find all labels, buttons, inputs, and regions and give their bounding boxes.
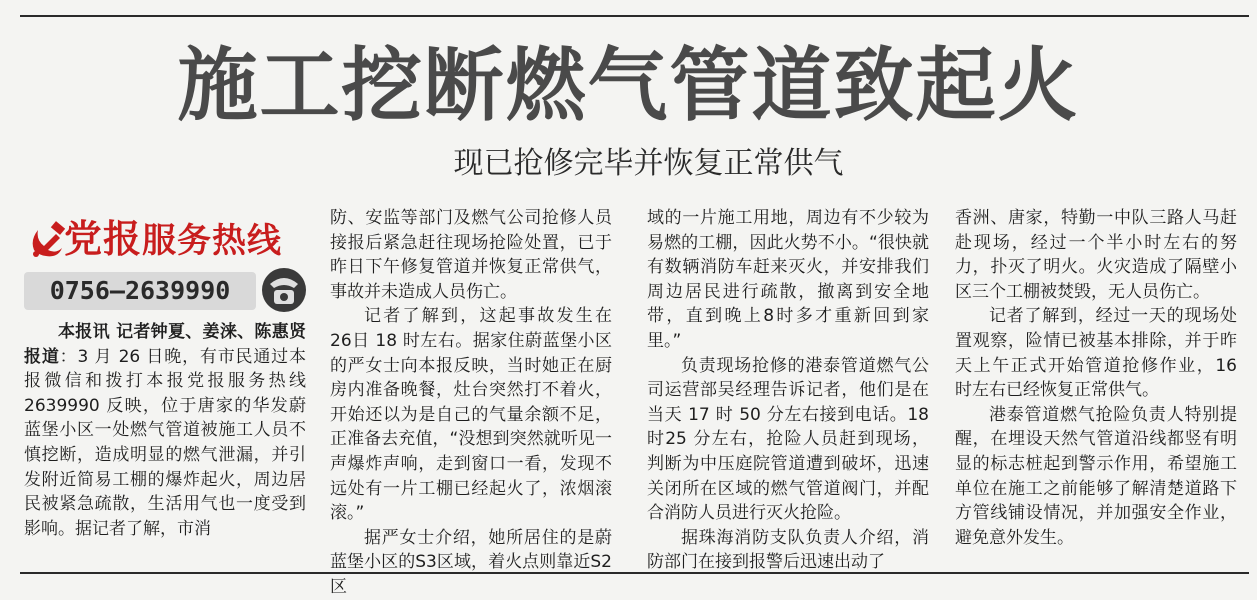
telephone-icon xyxy=(260,264,308,314)
article-paragraph-1: ：3 月 26 日晚，有市民通过本报微信和拨打本报党报服务热线2639990 反映，位于唐家的华发蔚蓝堡小区一处燃气管道被施工人员不慎挖断，造成明显的燃气泄漏，并引发附近简易工棚的爆炸起火，周边居民被紧急疏散，生活用气也一度受到影响。据记者了解，市消 xyxy=(24,346,306,539)
article-column-3 xyxy=(647,206,929,575)
party-emblem-icon xyxy=(26,220,68,262)
top-rule xyxy=(20,15,1249,17)
subheadline: 现已抢修完毕并恢复正常供气 xyxy=(453,146,844,181)
article-column-1 xyxy=(24,206,306,541)
article-paragraph-3: 据严女士介绍，她所居住的是蔚蓝堡小区的S3区域，着火点则靠近S2区 xyxy=(330,527,612,597)
article-paragraph-2: 记者了解到，这起事故发生在 26日 18 时左右。据家住蔚蓝堡小区的严女士向本报反映，当时她正在厨房内准备晚餐，灶台突然打不着火，开始还以为是自己的气量余额不足，正准备去充值，“没想到突然就听见一声爆炸声响，走到窗口一看，发现不远处有一片工棚已经起火了，浓烟滚滚。” xyxy=(330,306,612,524)
article-paragraph-3-continued: 域的一片施工用地，周边有不少较为易燃的工棚，因此火势不小。“很快就有数辆消防车赶来灭火，并安排我们周边居民进行疏散，撤离到安全地带，直到晚上8时多才重新回到家里。” xyxy=(647,208,929,351)
bottom-rule xyxy=(20,572,1249,574)
article-paragraph-1-continued: 防、安监等部门及燃气公司抢修人员接报后紧急赶往现场抢险处置，已于昨日下午修复管道并恢复正常供气，事故并未造成人员伤亡。 xyxy=(330,208,612,302)
article-paragraph-5: 据珠海消防支队负责人介绍，消防部门在接到报警后迅速出动了 xyxy=(647,527,929,573)
headline: 施工挖断燃气管道致起火 xyxy=(177,39,1080,132)
article-byline: 本报讯 记者钟夏、姜涞、陈惠贤报道 xyxy=(24,322,306,367)
article-column-2 xyxy=(330,206,612,600)
article-paragraph-5-continued: 香洲、唐家，特勤一中队三路人马赶赴现场，经过一个半小时左右的努力，扑灭了明火。火灾造成了隔壁小区三个工棚被焚毁，无人员伤亡。 xyxy=(955,208,1237,302)
article-paragraph-6: 记者了解到，经过一天的现场处置观察，险情已被基本排除，并于昨天上午正式开始管道抢修作业，16 时左右已经恢复正常供气。 xyxy=(955,306,1237,401)
hotline-logo xyxy=(24,206,306,320)
article-paragraph-4: 负责现场抢修的港泰管道燃气公司运营部吴经理告诉记者，他们是在当天 17 时 50 分左右接到电话。18时25 分左右，抢险人员赶到现场，判断为中压庭院管道遭到破坏，迅速关闭所在区域的燃气管道阀门，并配合消防人员进行灭火抢险。 xyxy=(647,355,929,524)
hotline-phone: 0756—2639990 xyxy=(24,272,256,310)
article-column-4 xyxy=(955,206,1237,550)
article-paragraph-7: 港泰管道燃气抢险负责人特别提醒，在埋设天然气管道沿线都竖有明显的标志桩起到警示作用，希望施工单位在施工之前能够了解清楚道路下方管线铺设情况，并加强安全作业，避免意外发生。 xyxy=(955,404,1237,548)
hotline-title xyxy=(64,216,282,264)
hotline-title-party: 党报 xyxy=(64,217,143,261)
hotline-title-service: 服务热线 xyxy=(142,221,283,261)
